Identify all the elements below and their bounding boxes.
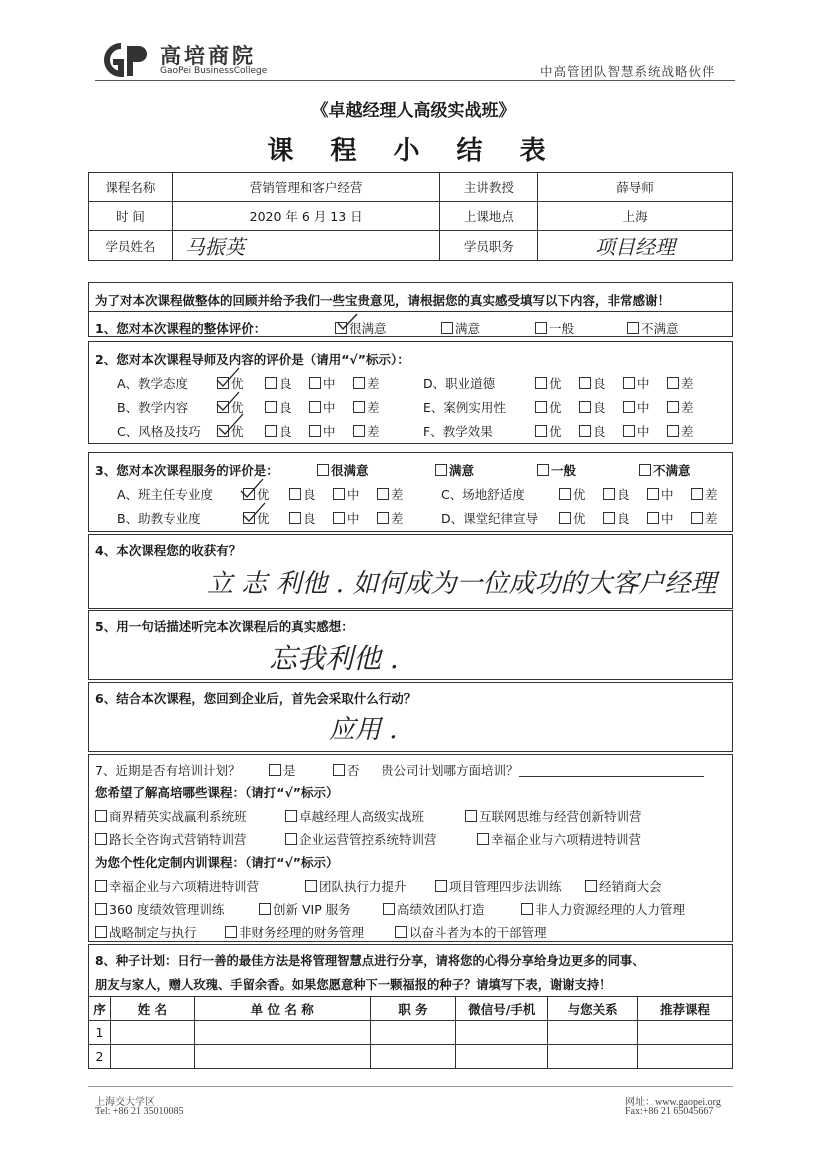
grade-medium[interactable]: 中 <box>623 422 650 440</box>
instructor-label: 主讲教授 <box>440 173 538 202</box>
checkbox-icon[interactable] <box>441 322 453 334</box>
grade-excellent[interactable]: 优 <box>243 509 270 527</box>
name-cell[interactable] <box>110 1045 194 1069</box>
q4-handwritten-answer[interactable]: 立 志 利他 . 如何成为一位成功的大客户经理 <box>207 569 717 599</box>
section-gains <box>88 534 733 609</box>
q3-item-c: C、场地舒适度 <box>441 487 525 502</box>
grade-poor[interactable]: 差 <box>691 509 718 527</box>
section-reflection <box>88 610 733 680</box>
checkbox-icon <box>225 926 237 938</box>
checkbox-icon <box>477 833 489 845</box>
grade-good[interactable]: 良 <box>579 398 606 416</box>
grade-poor[interactable]: 差 <box>377 485 404 503</box>
grade-poor[interactable]: 差 <box>667 374 694 392</box>
q4-label: 4、本次课程您的收获有？ <box>95 543 242 558</box>
course-name-value[interactable]: 营销管理和客户经营 <box>172 173 440 202</box>
grade-excellent[interactable]: 优 <box>559 509 586 527</box>
q1-label: 1、您对本次课程的整体评价： <box>95 321 267 336</box>
checkbox-icon <box>353 401 365 413</box>
checkbox-icon <box>259 903 271 915</box>
checkbox-icon[interactable] <box>535 322 547 334</box>
checkbox-icon <box>579 425 591 437</box>
location-value[interactable]: 上海 <box>538 202 733 231</box>
course-info-table <box>88 172 733 261</box>
q1-option-unsatisfied[interactable]: 不满意 <box>627 319 679 337</box>
checkbox-icon <box>535 377 547 389</box>
grade-good[interactable]: 良 <box>289 509 316 527</box>
custom-course-option[interactable]: 高绩效团队打造 <box>383 900 485 918</box>
custom-course-option[interactable]: 创新 VIP 服务 <box>259 900 351 918</box>
position-cell[interactable] <box>370 1045 456 1069</box>
q5-handwritten-answer[interactable]: 忘我利他 . <box>269 642 399 675</box>
checkbox-icon <box>333 764 345 776</box>
checkbox-icon <box>353 377 365 389</box>
company-cell[interactable] <box>194 1021 370 1045</box>
custom-course-option[interactable]: 团队执行力提升 <box>305 877 407 895</box>
checkbox-icon <box>285 810 297 822</box>
q7-yes-option[interactable]: 是 <box>269 761 296 779</box>
checkbox-icon <box>435 880 447 892</box>
logo-text: 高培商院 <box>160 44 256 68</box>
checkbox-icon <box>317 464 329 476</box>
time-label: 时 间 <box>89 202 173 231</box>
course-option[interactable]: 路长全咨询式营销特训营 <box>95 830 247 848</box>
header-divider <box>95 80 735 81</box>
checkbox-icon <box>435 464 447 476</box>
q2-label: 2、您对本次课程导师及内容的评价是（请用“√”标示）： <box>95 352 410 367</box>
checkbox-icon <box>95 903 107 915</box>
checkbox-icon <box>309 425 321 437</box>
intro-text: 为了对本次课程做整体的回顾并给予我们一些宝贵意见，请根据您的真实感受填写以下内容，非常感谢！ <box>95 293 671 308</box>
checkbox-icon <box>603 488 615 500</box>
grade-poor[interactable]: 差 <box>667 398 694 416</box>
checkbox-icon <box>559 488 571 500</box>
q3-item-a: A、班主任专业度 <box>117 487 214 502</box>
grade-excellent[interactable]: 优 <box>217 422 244 440</box>
footer-divider <box>88 1086 733 1087</box>
custom-course-option[interactable]: 以奋斗者为本的干部管理 <box>395 923 547 941</box>
grade-poor[interactable]: 差 <box>667 422 694 440</box>
q3-label: 3、您对本次课程服务的评价是： <box>95 463 279 478</box>
position-label: 学员职务 <box>440 231 538 261</box>
checkbox-icon <box>377 488 389 500</box>
course-cell[interactable] <box>638 1021 733 1045</box>
logo-english: GaoPei BusinessCollege <box>160 66 268 76</box>
section-overall <box>88 282 733 337</box>
q7-label: 7、近期是否有培训计划？ <box>95 763 241 778</box>
q6-handwritten-answer[interactable]: 应用 . <box>329 715 398 745</box>
relation-cell[interactable] <box>548 1045 638 1069</box>
q2-item-c: C、风格及技巧 <box>117 424 201 439</box>
course-option[interactable]: 商界精英实战赢利系统班 <box>95 807 247 825</box>
q5-label: 5、用一句话描述听完本次课程后的真实感想： <box>95 619 354 634</box>
student-name-label: 学员姓名 <box>89 231 173 261</box>
custom-course-option[interactable]: 幸福企业与六项精进特训营 <box>95 877 259 895</box>
custom-course-option[interactable]: 项目管理四步法训练 <box>435 877 562 895</box>
course-option[interactable]: 卓越经理人高级实战班 <box>285 807 424 825</box>
checkbox-icon <box>691 488 703 500</box>
grade-good[interactable]: 良 <box>265 374 292 392</box>
grade-poor[interactable]: 差 <box>691 485 718 503</box>
contact-cell[interactable] <box>456 1045 548 1069</box>
grade-good[interactable]: 良 <box>579 422 606 440</box>
col-header-contact: 微信号/手机 <box>456 997 548 1021</box>
grade-medium[interactable]: 中 <box>333 485 360 503</box>
section-training-plan <box>88 754 733 942</box>
grade-excellent[interactable]: 优 <box>559 485 586 503</box>
checkbox-icon <box>691 512 703 524</box>
custom-course-option[interactable]: 360 度绩效管理训练 <box>95 900 224 918</box>
handwritten-check-marks <box>239 475 269 527</box>
grade-good[interactable]: 良 <box>603 485 630 503</box>
checkbox-icon <box>667 401 679 413</box>
checkbox-icon <box>377 512 389 524</box>
grade-poor[interactable]: 差 <box>353 422 380 440</box>
grade-medium[interactable]: 中 <box>647 509 674 527</box>
course-option[interactable]: 企业运营管控系统特训营 <box>285 830 437 848</box>
custom-course-option[interactable]: 非财务经理的财务管理 <box>225 923 364 941</box>
q3-option-average[interactable]: 一般 <box>537 461 576 479</box>
checkbox-icon <box>309 377 321 389</box>
course-option[interactable]: 互联网思维与经营创新特训营 <box>465 807 642 825</box>
grade-medium[interactable]: 中 <box>333 509 360 527</box>
grade-medium[interactable]: 中 <box>623 398 650 416</box>
divider <box>89 311 732 312</box>
checkbox-icon <box>535 401 547 413</box>
col-header-position: 职 务 <box>370 997 456 1021</box>
footer-tel: Tel: +86 21 35010085 <box>95 1106 184 1117</box>
q3-item-b: B、助教专业度 <box>117 511 201 526</box>
custom-course-option[interactable]: 战略制定与执行 <box>95 923 197 941</box>
custom-course-option[interactable]: 经销商大会 <box>585 877 662 895</box>
grade-medium[interactable]: 中 <box>309 374 336 392</box>
footer-campus: 上海交大学区 <box>95 1097 155 1108</box>
student-name-value[interactable]: 马振英 <box>172 231 440 261</box>
checkbox-icon <box>623 425 635 437</box>
checkbox-icon <box>667 377 679 389</box>
referral-table <box>88 996 733 1069</box>
grade-good[interactable]: 良 <box>289 485 316 503</box>
section-instructor-evaluation <box>88 341 733 444</box>
grade-poor[interactable]: 差 <box>353 398 380 416</box>
checkbox-icon <box>289 488 301 500</box>
grade-medium[interactable]: 中 <box>309 398 336 416</box>
grade-good[interactable]: 良 <box>579 374 606 392</box>
plan-answer-field[interactable] <box>519 764 704 777</box>
q1-option-satisfied[interactable]: 满意 <box>441 319 480 337</box>
grade-good[interactable]: 良 <box>265 422 292 440</box>
relation-cell[interactable] <box>548 1021 638 1045</box>
col-header-name: 姓 名 <box>110 997 194 1021</box>
custom-course-option[interactable]: 非人力资源经理的人力管理 <box>521 900 685 918</box>
table-row <box>89 1045 733 1069</box>
q2-item-d: D、职业道德 <box>423 376 496 391</box>
q3-item-d: D、课堂纪律宣导 <box>441 511 539 526</box>
location-label: 上课地点 <box>440 202 538 231</box>
table-row <box>89 1021 733 1045</box>
checkbox-icon <box>639 464 651 476</box>
courses-label: 您希望了解高培哪些课程：（请打“√”标示） <box>95 785 339 800</box>
grade-medium[interactable]: 中 <box>623 374 650 392</box>
checkbox-icon <box>305 880 317 892</box>
checkbox-icon <box>95 926 107 938</box>
course-name-label: 课程名称 <box>89 173 173 202</box>
grade-poor[interactable]: 差 <box>353 374 380 392</box>
checkbox-icon <box>95 810 107 822</box>
checkbox-icon <box>265 401 277 413</box>
checkbox-icon <box>623 377 635 389</box>
q7-no-option[interactable]: 否 <box>333 761 360 779</box>
row-index: 2 <box>89 1045 111 1069</box>
section-seed-plan <box>88 944 733 996</box>
q3-option-unsatisfied[interactable]: 不满意 <box>639 461 691 479</box>
contact-cell[interactable] <box>456 1021 548 1045</box>
position-cell[interactable] <box>370 1021 456 1045</box>
checkbox-icon <box>289 512 301 524</box>
custom-courses-label: 为您个性化定制内训课程：（请打“√”标示） <box>95 855 339 870</box>
grade-poor[interactable]: 差 <box>377 509 404 527</box>
checkbox-icon <box>623 401 635 413</box>
col-header-index: 序 <box>89 997 111 1021</box>
college-logo-icon <box>95 40 153 80</box>
checkbox-icon <box>559 512 571 524</box>
checkbox-icon <box>585 880 597 892</box>
form-title: 课 程 小 结 表 <box>267 136 560 166</box>
q2-item-b: B、教学内容 <box>117 400 189 415</box>
handwritten-check-mark <box>337 313 359 333</box>
grade-excellent[interactable]: 优 <box>217 374 244 392</box>
checkbox-icon <box>647 488 659 500</box>
col-header-company: 单 位 名 称 <box>194 997 370 1021</box>
q3-option-satisfied[interactable]: 满意 <box>435 461 474 479</box>
course-option[interactable]: 幸福企业与六项精进特训营 <box>477 830 641 848</box>
q1-option-very-satisfied[interactable]: 很满意 <box>335 319 387 337</box>
checkbox-icon <box>333 512 345 524</box>
q2-item-a: A、教学态度 <box>117 376 189 391</box>
checkbox-icon <box>95 833 107 845</box>
checkbox-icon <box>579 401 591 413</box>
grade-excellent[interactable]: 优 <box>243 485 270 503</box>
course-series-title: 《卓越经理人高级实战班》 <box>311 101 516 121</box>
q2-item-e: E、案例实用性 <box>423 400 506 415</box>
grade-excellent[interactable]: 优 <box>535 374 562 392</box>
grade-excellent[interactable]: 优 <box>535 422 562 440</box>
checkbox-icon <box>353 425 365 437</box>
checkbox-icon <box>333 488 345 500</box>
checkbox-icon <box>535 425 547 437</box>
handwritten-check-marks <box>215 364 245 440</box>
grade-good[interactable]: 良 <box>603 509 630 527</box>
col-header-course: 推荐课程 <box>638 997 733 1021</box>
q3-option-very-satisfied[interactable]: 很满意 <box>317 461 369 479</box>
company-cell[interactable] <box>194 1045 370 1069</box>
q2-item-f: F、教学效果 <box>423 424 493 439</box>
checkbox-icon <box>603 512 615 524</box>
checkbox-icon <box>465 810 477 822</box>
section-action <box>88 682 733 752</box>
checkbox-icon <box>579 377 591 389</box>
q1-option-average[interactable]: 一般 <box>535 319 574 337</box>
checkbox-icon <box>95 880 107 892</box>
position-value[interactable]: 项目经理 <box>538 231 733 261</box>
footer-website[interactable]: 网址：www.gaopei.org <box>625 1097 721 1108</box>
col-header-relation: 与您关系 <box>548 997 638 1021</box>
checkbox-icon <box>285 833 297 845</box>
instructor-value[interactable]: 薛导师 <box>538 173 733 202</box>
checkbox-icon <box>383 903 395 915</box>
q7-plan-question: 贵公司计划哪方面培训？ <box>381 761 704 779</box>
q6-label: 6、结合本次课程，您回到企业后，首先会采取什么行动？ <box>95 691 417 706</box>
checkbox-icon <box>537 464 549 476</box>
grade-medium[interactable]: 中 <box>309 422 336 440</box>
row-index: 1 <box>89 1021 111 1045</box>
footer-fax: Fax:+86 21 65045667 <box>625 1106 714 1117</box>
checkbox-icon <box>309 401 321 413</box>
checkbox-icon <box>265 377 277 389</box>
q8-text-line1: 8、种子计划：日行一善的最佳方法是将管理智慧点进行分享，请将您的心得分享给身边更多的同事、 <box>95 954 645 968</box>
name-cell[interactable] <box>110 1021 194 1045</box>
checkbox-icon <box>647 512 659 524</box>
checkbox-icon <box>521 903 533 915</box>
grade-excellent[interactable]: 优 <box>535 398 562 416</box>
checkbox-icon <box>265 425 277 437</box>
grade-medium[interactable]: 中 <box>647 485 674 503</box>
course-cell[interactable] <box>638 1045 733 1069</box>
q8-text-line2: 朋友与家人，赠人玫瑰、手留余香。如果您愿意种下一颗福报的种子？请填写下表，谢谢支持！ <box>95 978 612 992</box>
grade-good[interactable]: 良 <box>265 398 292 416</box>
checkbox-icon <box>269 764 281 776</box>
checkbox-icon <box>395 926 407 938</box>
grade-excellent[interactable]: 优 <box>217 398 244 416</box>
checkbox-icon[interactable] <box>627 322 639 334</box>
checkbox-icon <box>667 425 679 437</box>
section-service-evaluation <box>88 452 733 532</box>
tagline: 中高管团队智慧系统战略伙伴 <box>540 64 716 79</box>
time-value[interactable]: 2020 年 6 月 13 日 <box>172 202 440 231</box>
